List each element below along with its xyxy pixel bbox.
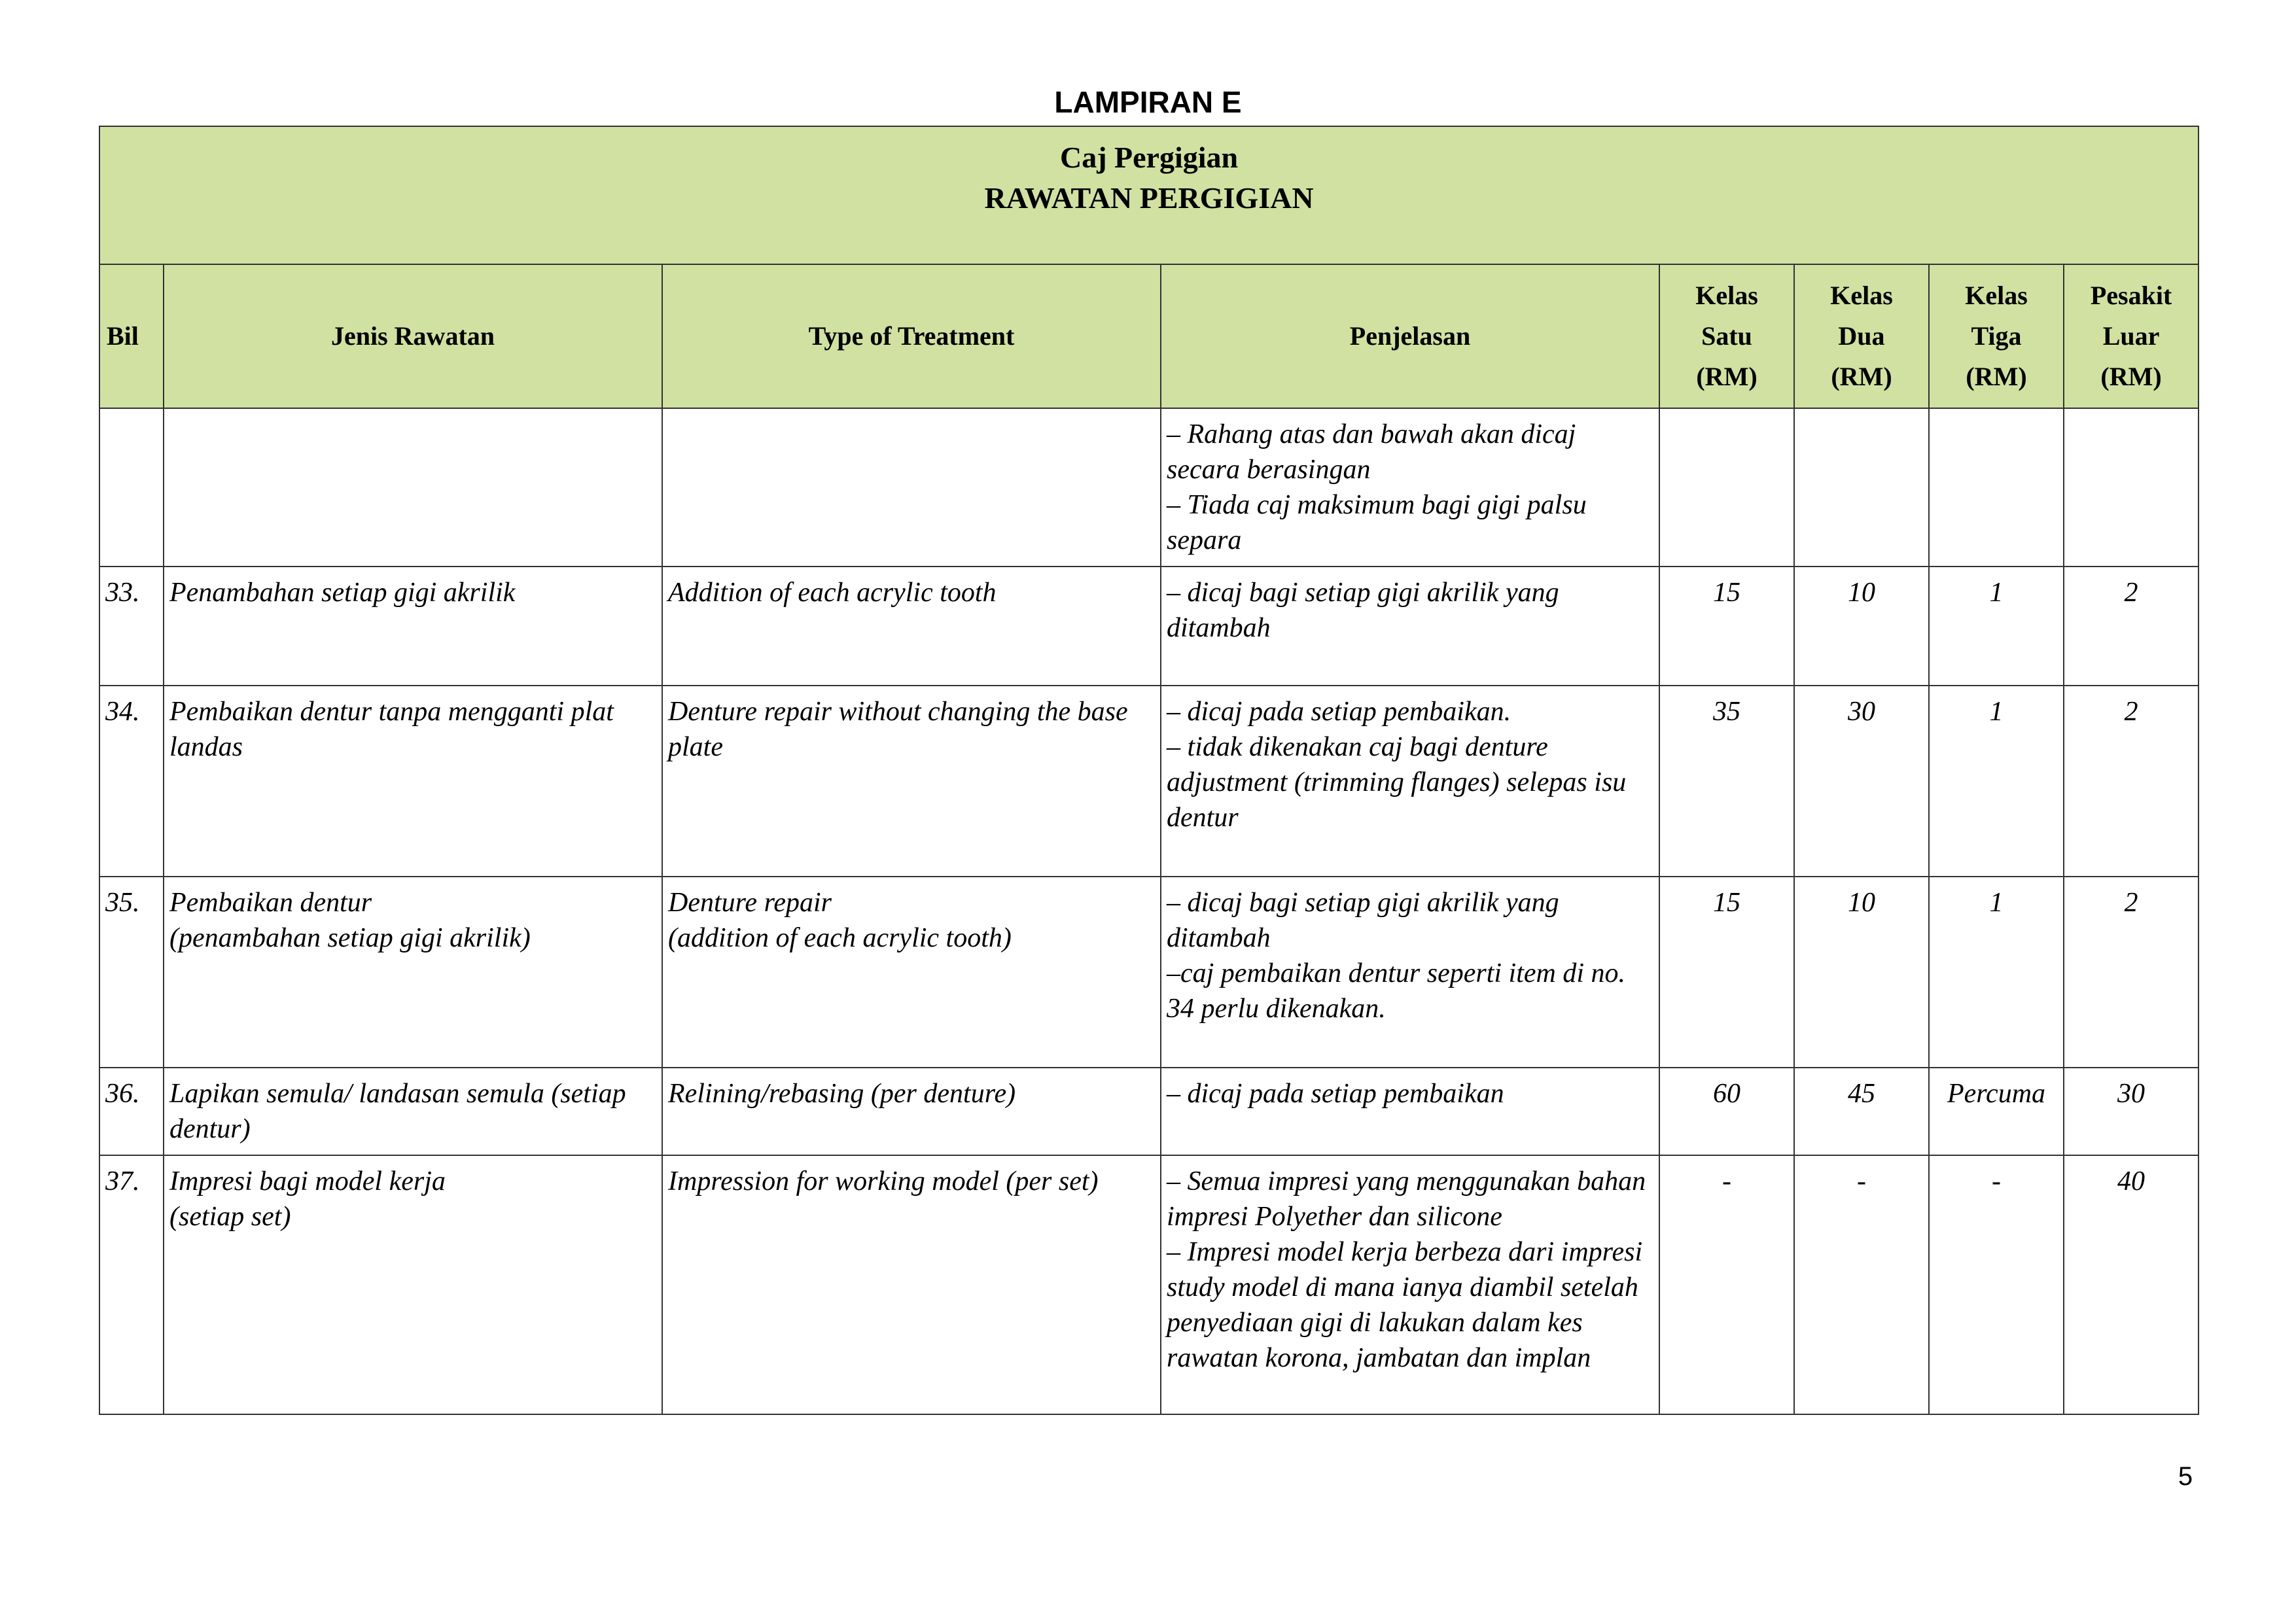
cell-type-of-treatment <box>662 567 1161 686</box>
cell-pesakit-luar: 2 <box>2064 567 2199 686</box>
dental-fee-table <box>99 126 2199 1415</box>
penjelasan-line: –caj pembaikan dentur seperti item di no. 34 perlu dikenakan. <box>1167 958 1626 1024</box>
header-pesakit-luar-line: (RM) <box>2100 362 2162 391</box>
jenis-line: Lapikan semula/ landasan semula (setiap dentur) <box>169 1079 626 1144</box>
table-row <box>99 567 2199 686</box>
cell-bil: 33. <box>99 567 164 686</box>
cell-type-of-treatment <box>662 877 1161 1068</box>
header-jenis-rawatan: Jenis Rawatan <box>164 264 662 408</box>
header-kelas-satu-line: (RM) <box>1696 362 1757 391</box>
cell-jenis-rawatan <box>164 1155 662 1414</box>
header-bil: Bil <box>99 264 164 408</box>
header-type-of-treatment: Type of Treatment <box>662 264 1161 408</box>
header-kelas-satu-line: Kelas <box>1695 281 1758 310</box>
jenis-line: Impresi bagi model kerja <box>169 1166 446 1196</box>
page-number: 5 <box>2178 1462 2193 1491</box>
cell-kelas-satu: 15 <box>1659 877 1794 1068</box>
penjelasan-line: – Tiada caj maksimum bagi gigi palsu separa <box>1167 490 1587 555</box>
jenis-line: Pembaikan dentur tanpa mengganti plat landas <box>169 697 614 762</box>
header-kelas-tiga-line: Tiga <box>1971 321 2022 351</box>
jenis-line: Penambahan setiap gigi akrilik <box>169 578 516 608</box>
cell-kelas-dua: - <box>1794 1155 1929 1414</box>
cell-kelas-tiga: 1 <box>1929 567 2064 686</box>
cell-pesakit-luar: 2 <box>2064 686 2199 877</box>
cell-kelas-dua: 10 <box>1794 877 1929 1068</box>
header-kelas-dua-line: Dua <box>1838 321 1885 351</box>
penjelasan-line: – tidak dikenakan caj bagi denture adjustment (trimming flanges) selepas isu dentur <box>1167 732 1627 833</box>
table-row <box>99 686 2199 877</box>
cell-jenis-rawatan <box>164 567 662 686</box>
cell-penjelasan <box>1161 567 1659 686</box>
header-penjelasan: Penjelasan <box>1161 264 1659 408</box>
table-banner-row <box>99 126 2199 264</box>
cell-kelas-satu: 35 <box>1659 686 1794 877</box>
cell-kelas-satu <box>1659 408 1794 567</box>
cell-kelas-dua <box>1794 408 1929 567</box>
type-line: Impression for working model (per set) <box>668 1166 1099 1196</box>
cell-penjelasan <box>1161 1155 1659 1414</box>
cell-penjelasan <box>1161 408 1659 567</box>
cell-type-of-treatment <box>662 408 1161 567</box>
header-pesakit-luar-line: Luar <box>2102 321 2160 351</box>
cell-jenis-rawatan <box>164 877 662 1068</box>
type-line: Relining/rebasing (per denture) <box>668 1079 1016 1109</box>
table-row <box>99 408 2199 567</box>
table-header-row <box>99 264 2199 408</box>
banner-subtitle: RAWATAN PERGIGIAN <box>984 181 1314 215</box>
header-kelas-dua-line: Kelas <box>1830 281 1893 310</box>
cell-bil: 34. <box>99 686 164 877</box>
cell-kelas-tiga: 1 <box>1929 877 2064 1068</box>
type-line: (addition of each acrylic tooth) <box>668 923 1012 953</box>
cell-kelas-dua: 30 <box>1794 686 1929 877</box>
header-kelas-satu-line: Satu <box>1701 321 1752 351</box>
cell-kelas-tiga: Percuma <box>1929 1068 2064 1155</box>
cell-jenis-rawatan <box>164 408 662 567</box>
penjelasan-line: – dicaj bagi setiap gigi akrilik yang ditambah <box>1167 578 1559 643</box>
type-line: Denture repair without changing the base plate <box>668 697 1128 762</box>
cell-penjelasan <box>1161 877 1659 1068</box>
header-kelas-dua-line: (RM) <box>1831 362 1892 391</box>
header-kelas-dua <box>1794 264 1929 408</box>
table-row <box>99 877 2199 1068</box>
jenis-line: (setiap set) <box>169 1202 291 1232</box>
cell-kelas-dua: 10 <box>1794 567 1929 686</box>
header-pesakit-luar-line: Pesakit <box>2090 281 2172 310</box>
cell-kelas-satu: - <box>1659 1155 1794 1414</box>
header-kelas-tiga <box>1929 264 2064 408</box>
cell-bil: 37. <box>99 1155 164 1414</box>
jenis-line: (penambahan setiap gigi akrilik) <box>169 923 531 953</box>
penjelasan-line: – dicaj pada setiap pembaikan. <box>1167 697 1511 727</box>
cell-kelas-tiga: 1 <box>1929 686 2064 877</box>
cell-pesakit-luar: 40 <box>2064 1155 2199 1414</box>
banner-title: Caj Pergigian <box>1059 141 1239 174</box>
cell-pesakit-luar <box>2064 408 2199 567</box>
header-kelas-tiga-line: (RM) <box>1966 362 2027 391</box>
cell-kelas-tiga <box>1929 408 2064 567</box>
cell-type-of-treatment <box>662 1068 1161 1155</box>
cell-kelas-satu: 15 <box>1659 567 1794 686</box>
penjelasan-line: – Semua impresi yang menggunakan bahan impresi Polyether dan silicone <box>1167 1166 1646 1232</box>
cell-jenis-rawatan <box>164 1068 662 1155</box>
cell-jenis-rawatan <box>164 686 662 877</box>
penjelasan-line: – Rahang atas dan bawah akan dicaj secara berasingan <box>1167 419 1576 485</box>
penjelasan-line: – dicaj pada setiap pembaikan <box>1167 1079 1504 1109</box>
cell-type-of-treatment <box>662 1155 1161 1414</box>
table-row <box>99 1068 2199 1155</box>
cell-penjelasan <box>1161 686 1659 877</box>
type-line: Addition of each acrylic tooth <box>668 578 997 608</box>
table-row <box>99 1155 2199 1414</box>
cell-bil: 36. <box>99 1068 164 1155</box>
type-line: Denture repair <box>668 888 832 918</box>
penjelasan-line: – dicaj bagi setiap gigi akrilik yang ditambah <box>1167 888 1559 953</box>
page-title: LAMPIRAN E <box>1054 85 1242 119</box>
cell-kelas-tiga: - <box>1929 1155 2064 1414</box>
header-pesakit-luar <box>2064 264 2199 408</box>
cell-bil: 35. <box>99 877 164 1068</box>
cell-kelas-satu: 60 <box>1659 1068 1794 1155</box>
cell-bil <box>99 408 164 567</box>
table-banner <box>99 126 2199 264</box>
header-kelas-tiga-line: Kelas <box>1965 281 2028 310</box>
cell-penjelasan <box>1161 1068 1659 1155</box>
cell-kelas-dua: 45 <box>1794 1068 1929 1155</box>
header-kelas-satu <box>1659 264 1794 408</box>
cell-pesakit-luar: 30 <box>2064 1068 2199 1155</box>
penjelasan-line: – Impresi model kerja berbeza dari impresi study model di mana ianya diambil setelah penyediaan gigi di lakukan dalam kes rawatan korona, jambatan dan implan <box>1167 1237 1643 1373</box>
jenis-line: Pembaikan dentur <box>169 888 372 918</box>
cell-type-of-treatment <box>662 686 1161 877</box>
cell-pesakit-luar: 2 <box>2064 877 2199 1068</box>
